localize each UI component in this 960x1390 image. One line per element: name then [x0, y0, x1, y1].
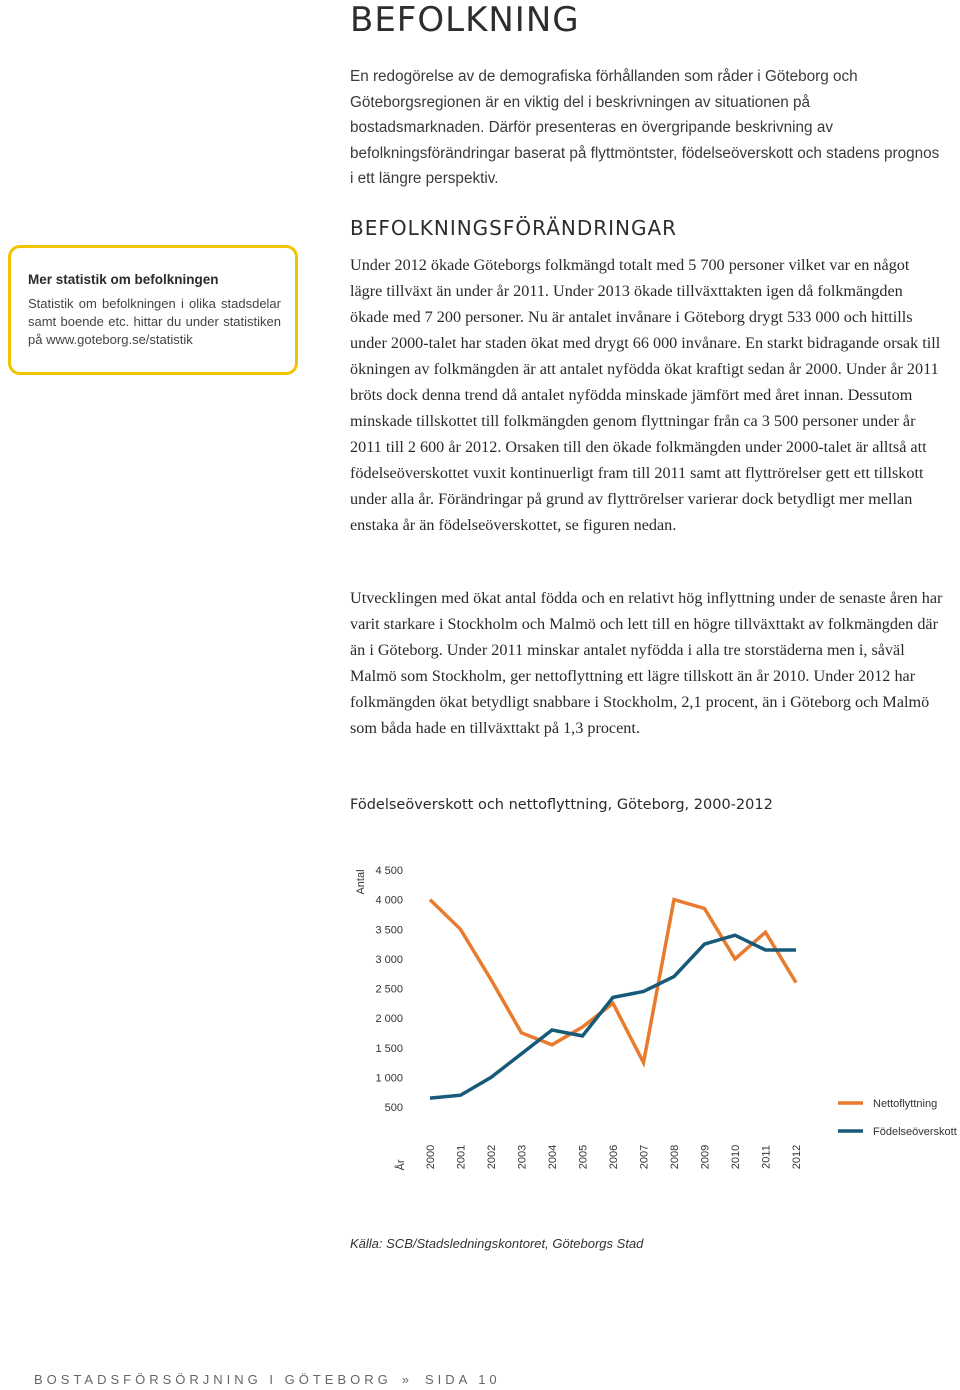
y-tick-label: 3 500	[375, 924, 403, 937]
x-tick-label: 2001	[455, 1144, 468, 1170]
y-axis-label: Antal	[355, 869, 367, 895]
y-tick-label: 4 000	[375, 894, 403, 907]
x-tick-label: 2010	[730, 1144, 742, 1170]
x-tick-label: 2003	[516, 1144, 529, 1170]
y-tick-label: 2 000	[375, 1013, 403, 1026]
y-tick-label: 1 000	[375, 1072, 403, 1085]
chart-title: Födelseöverskott och nettoflyttning, Göteborg, 2000-2012	[350, 797, 773, 813]
series-line-1	[430, 900, 796, 1063]
y-tick-label: 3 000	[375, 953, 403, 966]
legend-label-2: Födelseöverskott	[873, 1126, 957, 1138]
footer-page-number: SIDA 10	[424, 1372, 501, 1387]
y-tick-label: 500	[384, 1102, 403, 1114]
x-tick-label: 2008	[669, 1144, 681, 1170]
chart-source: Källa: SCB/Stadsledningskontoret, Göteborgs Stad	[350, 1236, 644, 1251]
section-paragraph-2: Utvecklingen med ökat antal födda och en relativt hög inflyttning under de senaste åren har varit starkare i Stockholm och Malmö och lett till en högre tillväxttakt av folkmängden där än i Göteborg. Under 2011 minskar antalet nyfödda i alla tre storstäderna men i, såväl Malmö som Stockholm, ger nettoflyttning ett lägre tillskott än år 2010. Under 2012 har folkmängden ökat betydligt snabbare i Stockholm, 2,1 procent, än i Göteborg och Malmö som båda hade en tillväxttakt på 1,3 procent.	[350, 589, 943, 737]
page-title: BEFOLKNING	[350, 0, 580, 40]
info-box-title: Mer statistik om befolkningen	[28, 272, 219, 287]
x-tick-label: 2011	[760, 1145, 773, 1169]
x-tick-label: 2005	[577, 1144, 590, 1170]
y-tick-label: 1 500	[375, 1042, 403, 1055]
legend-label-1: Nettoflyttning	[873, 1098, 938, 1110]
x-axis-label: År	[395, 1159, 407, 1171]
page-footer	[34, 1372, 501, 1387]
y-tick-label: 2 500	[375, 983, 403, 996]
y-tick-label: 4 500	[375, 865, 403, 877]
x-tick-label: 2002	[486, 1144, 498, 1170]
section-title: BEFOLKNINGSFÖRÄNDRINGAR	[350, 216, 678, 240]
x-tick-label: 2007	[638, 1144, 651, 1170]
x-tick-label: 2004	[547, 1144, 559, 1170]
footer-publication: BOSTADSFÖRSÖRJNING I GÖTEBORG	[34, 1372, 392, 1387]
intro-paragraph: En redogörelse av de demografiska förhållanden som råder i Göteborg och Göteborgsregionen är en viktig del i beskrivningen av situationen på bostadsmarknaden. Därför presenteras en övergripande beskrivning av befolkningsförändringar baserat på flyttmöntster, födelseöverskott och stadens prognos i ett längre perspektiv.	[350, 68, 940, 187]
info-box-text: Statistik om befolkningen i olika stadsdelar samt boende etc. hittar du under statistiken på www.goteborg.se/statistik	[28, 296, 281, 347]
x-tick-label: 2009	[699, 1144, 712, 1170]
series-line-2	[430, 935, 796, 1098]
x-tick-label: 2012	[791, 1144, 803, 1170]
x-tick-label: 2006	[608, 1144, 620, 1170]
x-tick-label: 2000	[425, 1144, 437, 1170]
section-paragraph-1: Under 2012 ökade Göteborgs folkmängd totalt med 5 700 personer vilket var en något lägre tillväxt än under år 2011. Under 2013 ökade tillväxttakten igen då folkmängden ökade med 7 200 personer. Nu är antalet invånare i Göteborg drygt 533 000 och hittills under 2000-talet har staden ökat med drygt 66 000 invånare. En starkt bidragande orsak till ökningen av folkmängden är att antalet nyfödda ökat kraftigt sedan år 2000. Under år 2011 bröts dock denna trend då antalet nyfödda minskade jämfört med året innan. Dessutom minskade tillskottet till folkmängden genom flyttningar från ca 3 500 personer under år 2011 till 2 600 år 2012. Orsaken till den ökade folkmängden under 2000-talet är alltså att födelseöverskottet vuxit kontinuerligt fram till 2011 samt att flyttrörelser gett ett tillskott under alla år. Förändringar på grund av flyttrörelser varierar dock betydligt mer mellan enstaka år än födelseöverskottet, se figuren nedan.	[350, 256, 941, 534]
footer-separator: »	[401, 1372, 409, 1387]
